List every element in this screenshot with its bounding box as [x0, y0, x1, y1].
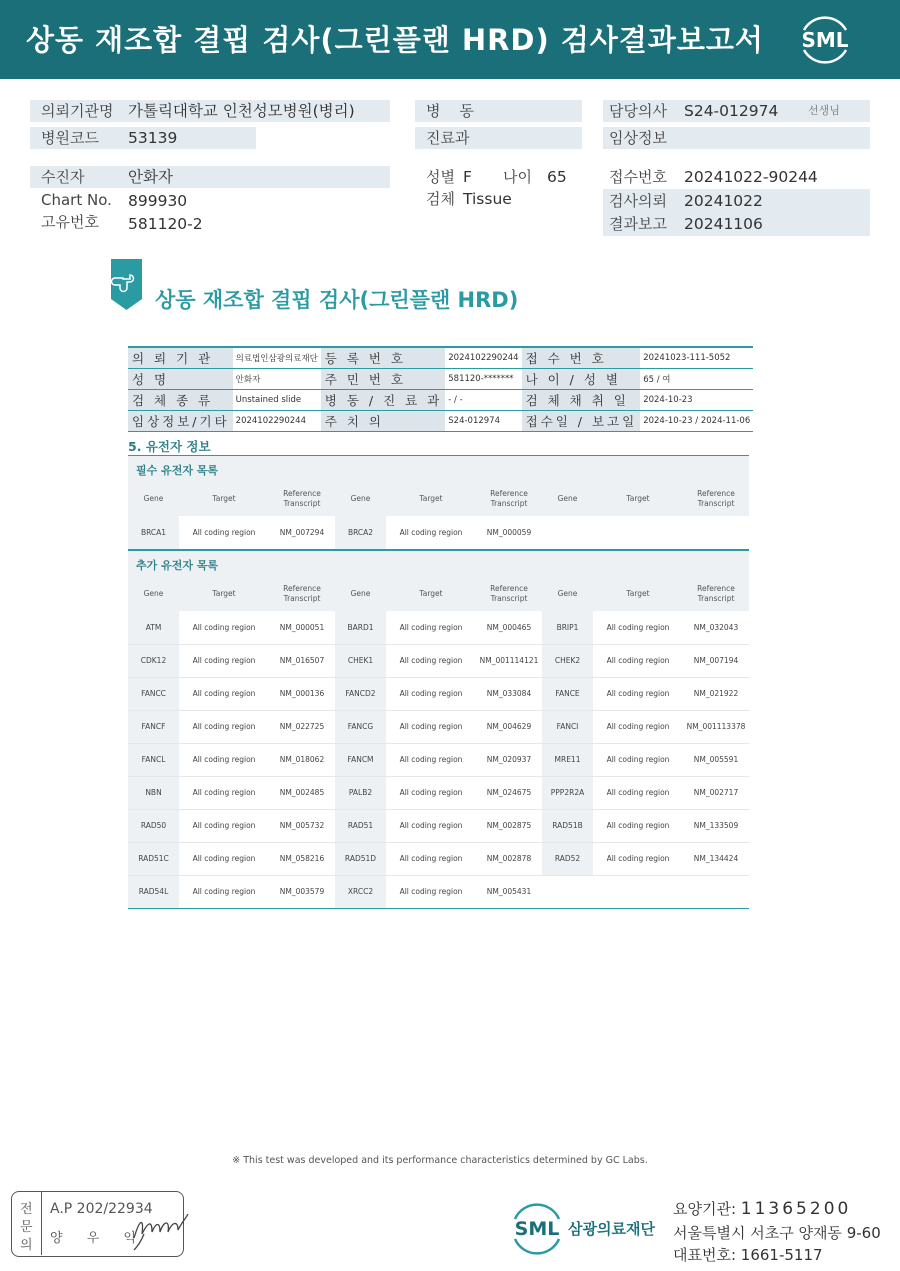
target-column-header: Target: [593, 577, 683, 611]
department-label: 진료과: [426, 129, 470, 147]
gene-reference: NM_133509: [683, 809, 749, 842]
summary-value: 2024102290244: [233, 410, 321, 431]
target-column-header: Target: [179, 482, 269, 516]
gene-reference: NM_001113378: [683, 710, 749, 743]
gene-name: RAD51D: [335, 842, 386, 875]
gene-reference: NM_032043: [683, 611, 749, 644]
report-header: [0, 0, 900, 79]
summary-value: S24-012974: [445, 410, 521, 431]
chart-no-label: Chart No.: [41, 191, 112, 209]
reference-column-header: [269, 482, 335, 516]
gene-target: All coding region: [386, 710, 476, 743]
gene-name: PPP2R2A: [542, 776, 593, 809]
reference-column-header: [476, 577, 542, 611]
signature-icon: [130, 1208, 192, 1252]
specimen-label: 검체: [426, 190, 455, 208]
report-date-value: 20241106: [684, 215, 763, 233]
summary-value: 581120-*******: [445, 368, 521, 389]
gene-target: All coding region: [386, 875, 476, 908]
stamp-ap-number: A.P 202/22934: [50, 1201, 153, 1217]
gene-name: FANCG: [335, 710, 386, 743]
gene-name: NBN: [128, 776, 179, 809]
gene-name: FANCL: [128, 743, 179, 776]
sex-label: 성별: [426, 168, 455, 186]
transcript-header-line: Transcript: [697, 499, 735, 508]
summary-key: 등 록 번 호: [321, 347, 445, 368]
care-institution-line: [673, 1198, 851, 1219]
gene-target: All coding region: [593, 644, 683, 677]
gene-reference: NM_022725: [269, 710, 335, 743]
gene-row: [128, 677, 749, 710]
section-title: 상동 재조합 결핍 검사(그린플랜 HRD): [155, 288, 519, 312]
gene-reference: NM_004629: [476, 710, 542, 743]
gene-target: All coding region: [179, 677, 269, 710]
gene-reference: NM_018062: [269, 743, 335, 776]
summary-key: 검 체 종 류: [128, 389, 233, 410]
gene-row: [128, 776, 749, 809]
summary-key: 병 동 / 진 료 과: [321, 389, 445, 410]
gene-name: CHEK1: [335, 644, 386, 677]
sex-value: F: [463, 168, 472, 186]
gene-row: [128, 875, 749, 908]
additional-genes-title: 추가 유전자 목록: [136, 559, 219, 572]
gene-name: BRIP1: [542, 611, 593, 644]
gene-row: [128, 644, 749, 677]
gene-name: ATM: [128, 611, 179, 644]
request-date-label: 검사의뢰: [609, 192, 667, 210]
patient-label: 수진자: [41, 168, 85, 186]
specimen-value: Tissue: [463, 190, 512, 208]
reference-column-header: [683, 482, 749, 516]
reference-header-line: Reference: [697, 584, 735, 593]
summary-value: 20241023-111-5052: [640, 347, 753, 368]
gene-target: All coding region: [179, 875, 269, 908]
gene-name: CDK12: [128, 644, 179, 677]
gene-name: MRE11: [542, 743, 593, 776]
gene-reference: NM_005431: [476, 875, 542, 908]
gene-target: All coding region: [179, 710, 269, 743]
gene-column-header: Gene: [542, 482, 593, 516]
summary-row: [128, 389, 753, 410]
report-date-label: 결과보고: [609, 215, 667, 233]
gene-row: [128, 743, 749, 776]
gene-row: [128, 611, 749, 644]
gene-target: All coding region: [593, 776, 683, 809]
summary-key: 검 체 채 취 일: [522, 389, 641, 410]
stamp-side-char: 문: [20, 1220, 33, 1235]
summary-key: 접수일 / 보고일: [522, 410, 641, 431]
gene-reference: NM_002875: [476, 809, 542, 842]
gene-info-title: 5. 유전자 정보: [128, 439, 211, 454]
reference-header-line: Reference: [283, 489, 321, 498]
reference-header-line: Reference: [490, 489, 528, 498]
care-institution-number: 11365200: [740, 1199, 852, 1219]
hospital-code-value: 53139: [128, 129, 178, 147]
summary-value: 안화자: [233, 368, 321, 389]
gene-target: All coding region: [386, 809, 476, 842]
target-column-header: Target: [179, 577, 269, 611]
gene-column-header: Gene: [335, 482, 386, 516]
gene-reference: NM_033084: [476, 677, 542, 710]
gene-target: All coding region: [179, 611, 269, 644]
receipt-no-value: 20241022-90244: [684, 168, 818, 186]
target-column-header: Target: [593, 482, 683, 516]
summary-value: 의료법인삼광의료재단: [233, 347, 321, 368]
transcript-header-line: Transcript: [283, 594, 321, 603]
gene-reference: NM_005732: [269, 809, 335, 842]
gene-reference: NM_000465: [476, 611, 542, 644]
gene-name: [542, 875, 593, 908]
stamp-side-char: 전: [20, 1202, 33, 1217]
gene-reference: NM_000136: [269, 677, 335, 710]
reference-column-header: [476, 482, 542, 516]
gene-column-header: Gene: [335, 577, 386, 611]
gene-target: All coding region: [179, 776, 269, 809]
request-date-value: 20241022: [684, 192, 763, 210]
gene-reference: NM_003579: [269, 875, 335, 908]
doctor-label: 담당의사: [609, 102, 667, 120]
gene-name: CHEK2: [542, 644, 593, 677]
stamp-name: 양 우 익: [50, 1231, 146, 1246]
institution-value: 가톨릭대학교 인천성모병원(병리): [128, 102, 355, 120]
summary-key: 의 뢰 기 관: [128, 347, 233, 368]
reference-column-header: [269, 577, 335, 611]
care-institution-label: 요양기관:: [673, 1200, 741, 1218]
gene-target: All coding region: [386, 611, 476, 644]
gene-target: All coding region: [179, 809, 269, 842]
phone-number: 1661-5117: [740, 1246, 823, 1264]
unique-no-label: 고유번호: [41, 213, 99, 231]
required-genes-band: [128, 455, 749, 482]
transcript-header-line: Transcript: [697, 594, 735, 603]
gene-target: All coding region: [386, 516, 476, 549]
summary-row: [128, 368, 753, 389]
gene-row: [128, 516, 749, 549]
gene-name: BARD1: [335, 611, 386, 644]
stamp-side-char: 의: [20, 1238, 33, 1253]
gene-target: [593, 875, 683, 908]
summary-value: 2024-10-23 / 2024-11-06: [640, 410, 753, 431]
reference-column-header: [683, 577, 749, 611]
gene-name: FANCE: [542, 677, 593, 710]
gene-name: RAD52: [542, 842, 593, 875]
gene-target: All coding region: [179, 842, 269, 875]
stamp-side: [12, 1192, 42, 1255]
reference-header-line: Reference: [490, 584, 528, 593]
gene-row: [128, 710, 749, 743]
sml-logo-icon: [796, 12, 854, 66]
age-label: 나이: [503, 168, 532, 186]
footnote: ※ This test was developed and its performance characteristics determined by GC Labs.: [232, 1155, 648, 1166]
gene-reference: NM_002717: [683, 776, 749, 809]
gene-reference: NM_021922: [683, 677, 749, 710]
hospital-code-label: 병원코드: [41, 129, 99, 147]
org-name: 삼광의료재단: [568, 1220, 655, 1238]
gene-reference: NM_134424: [683, 842, 749, 875]
gene-reference: NM_002485: [269, 776, 335, 809]
gene-name: XRCC2: [335, 875, 386, 908]
phone-line: [673, 1244, 823, 1265]
gene-name: [542, 516, 593, 549]
gene-name: FANCF: [128, 710, 179, 743]
summary-value: 2024102290244: [445, 347, 521, 368]
patient-summary-table: [128, 346, 753, 432]
phone-label: 대표번호:: [673, 1246, 741, 1264]
gene-name: FANCI: [542, 710, 593, 743]
gene-target: All coding region: [593, 611, 683, 644]
gene-target: All coding region: [179, 644, 269, 677]
reference-header-line: Reference: [697, 489, 735, 498]
gene-name: FANCM: [335, 743, 386, 776]
gene-reference: NM_020937: [476, 743, 542, 776]
gene-reference: NM_000051: [269, 611, 335, 644]
gene-column-header: Gene: [128, 482, 179, 516]
doctor-value: S24-012974: [684, 102, 779, 120]
medical-cross-icon: [111, 259, 142, 310]
gene-name: RAD50: [128, 809, 179, 842]
transcript-header-line: Transcript: [490, 594, 528, 603]
gene-target: All coding region: [179, 516, 269, 549]
ward-label: 병 동: [426, 102, 475, 120]
gene-target: All coding region: [593, 710, 683, 743]
report-title: 상동 재조합 결핍 검사(그린플랜 HRD) 검사결과보고서: [26, 23, 764, 57]
gene-column-header: Gene: [128, 577, 179, 611]
summary-value: 65 / 여: [640, 368, 753, 389]
doctor-suffix: 선생님: [808, 104, 840, 117]
required-genes-title: 필수 유전자 목록: [136, 464, 219, 477]
summary-row: [128, 347, 753, 368]
gene-reference: NM_024675: [476, 776, 542, 809]
transcript-header-line: Transcript: [490, 499, 528, 508]
summary-row: [128, 410, 753, 431]
gene-reference: [683, 875, 749, 908]
gene-reference: NM_058216: [269, 842, 335, 875]
unique-no-value: 581120-2: [128, 215, 203, 233]
patient-value: 안화자: [128, 168, 173, 186]
clinical-info-label: 임상정보: [609, 129, 667, 147]
transcript-header-line: Transcript: [283, 499, 321, 508]
org-logo-text: SML: [514, 1218, 560, 1240]
summary-key: 임상정보/기타: [128, 410, 233, 431]
receipt-no-label: 접수번호: [609, 168, 667, 186]
gene-target: All coding region: [593, 677, 683, 710]
summary-key: 성 명: [128, 368, 233, 389]
logo-text: SML: [801, 28, 849, 52]
gene-target: [593, 516, 683, 549]
summary-key: 나 이 / 성 별: [522, 368, 641, 389]
gene-target: All coding region: [386, 677, 476, 710]
gene-column-header: Gene: [542, 577, 593, 611]
gene-name: BRCA2: [335, 516, 386, 549]
gene-header-row: [128, 577, 749, 611]
gene-reference: NM_007294: [269, 516, 335, 549]
gene-reference: NM_000059: [476, 516, 542, 549]
gene-target: All coding region: [179, 743, 269, 776]
gene-name: BRCA1: [128, 516, 179, 549]
gene-name: RAD51C: [128, 842, 179, 875]
institution-label: 의뢰기관명: [41, 102, 114, 120]
gene-name: FANCC: [128, 677, 179, 710]
gene-name: RAD51: [335, 809, 386, 842]
target-column-header: Target: [386, 577, 476, 611]
gene-reference: NM_016507: [269, 644, 335, 677]
age-value: 65: [547, 168, 567, 186]
gene-target: All coding region: [593, 842, 683, 875]
gene-reference: NM_005591: [683, 743, 749, 776]
gene-reference: [683, 516, 749, 549]
required-genes-table: [128, 482, 749, 550]
gene-reference: NM_007194: [683, 644, 749, 677]
gene-target: All coding region: [386, 776, 476, 809]
reference-header-line: Reference: [283, 584, 321, 593]
additional-genes-table: [128, 577, 749, 909]
summary-key: 접 수 번 호: [522, 347, 641, 368]
gene-name: FANCD2: [335, 677, 386, 710]
summary-key: 주 민 번 호: [321, 368, 445, 389]
gene-header-row: [128, 482, 749, 516]
additional-genes-band: [128, 550, 749, 577]
summary-value: Unstained slide: [233, 389, 321, 410]
target-column-header: Target: [386, 482, 476, 516]
summary-key: 주 치 의: [321, 410, 445, 431]
gene-target: All coding region: [593, 809, 683, 842]
chart-no-value: 899930: [128, 192, 188, 210]
gene-row: [128, 842, 749, 875]
address: 서울특별시 서초구 양재동 9-60: [673, 1224, 881, 1242]
gene-row: [128, 809, 749, 842]
gene-name: RAD51B: [542, 809, 593, 842]
gene-target: All coding region: [593, 743, 683, 776]
summary-value: - / -: [445, 389, 521, 410]
gene-target: All coding region: [386, 842, 476, 875]
gene-reference: NM_002878: [476, 842, 542, 875]
sml-org-logo-icon: [509, 1199, 565, 1257]
gene-target: All coding region: [386, 743, 476, 776]
gene-name: PALB2: [335, 776, 386, 809]
summary-value: 2024-10-23: [640, 389, 753, 410]
gene-target: All coding region: [386, 644, 476, 677]
pathologist-stamp: [11, 1191, 184, 1257]
gene-name: RAD54L: [128, 875, 179, 908]
gene-reference: NM_001114121: [476, 644, 542, 677]
